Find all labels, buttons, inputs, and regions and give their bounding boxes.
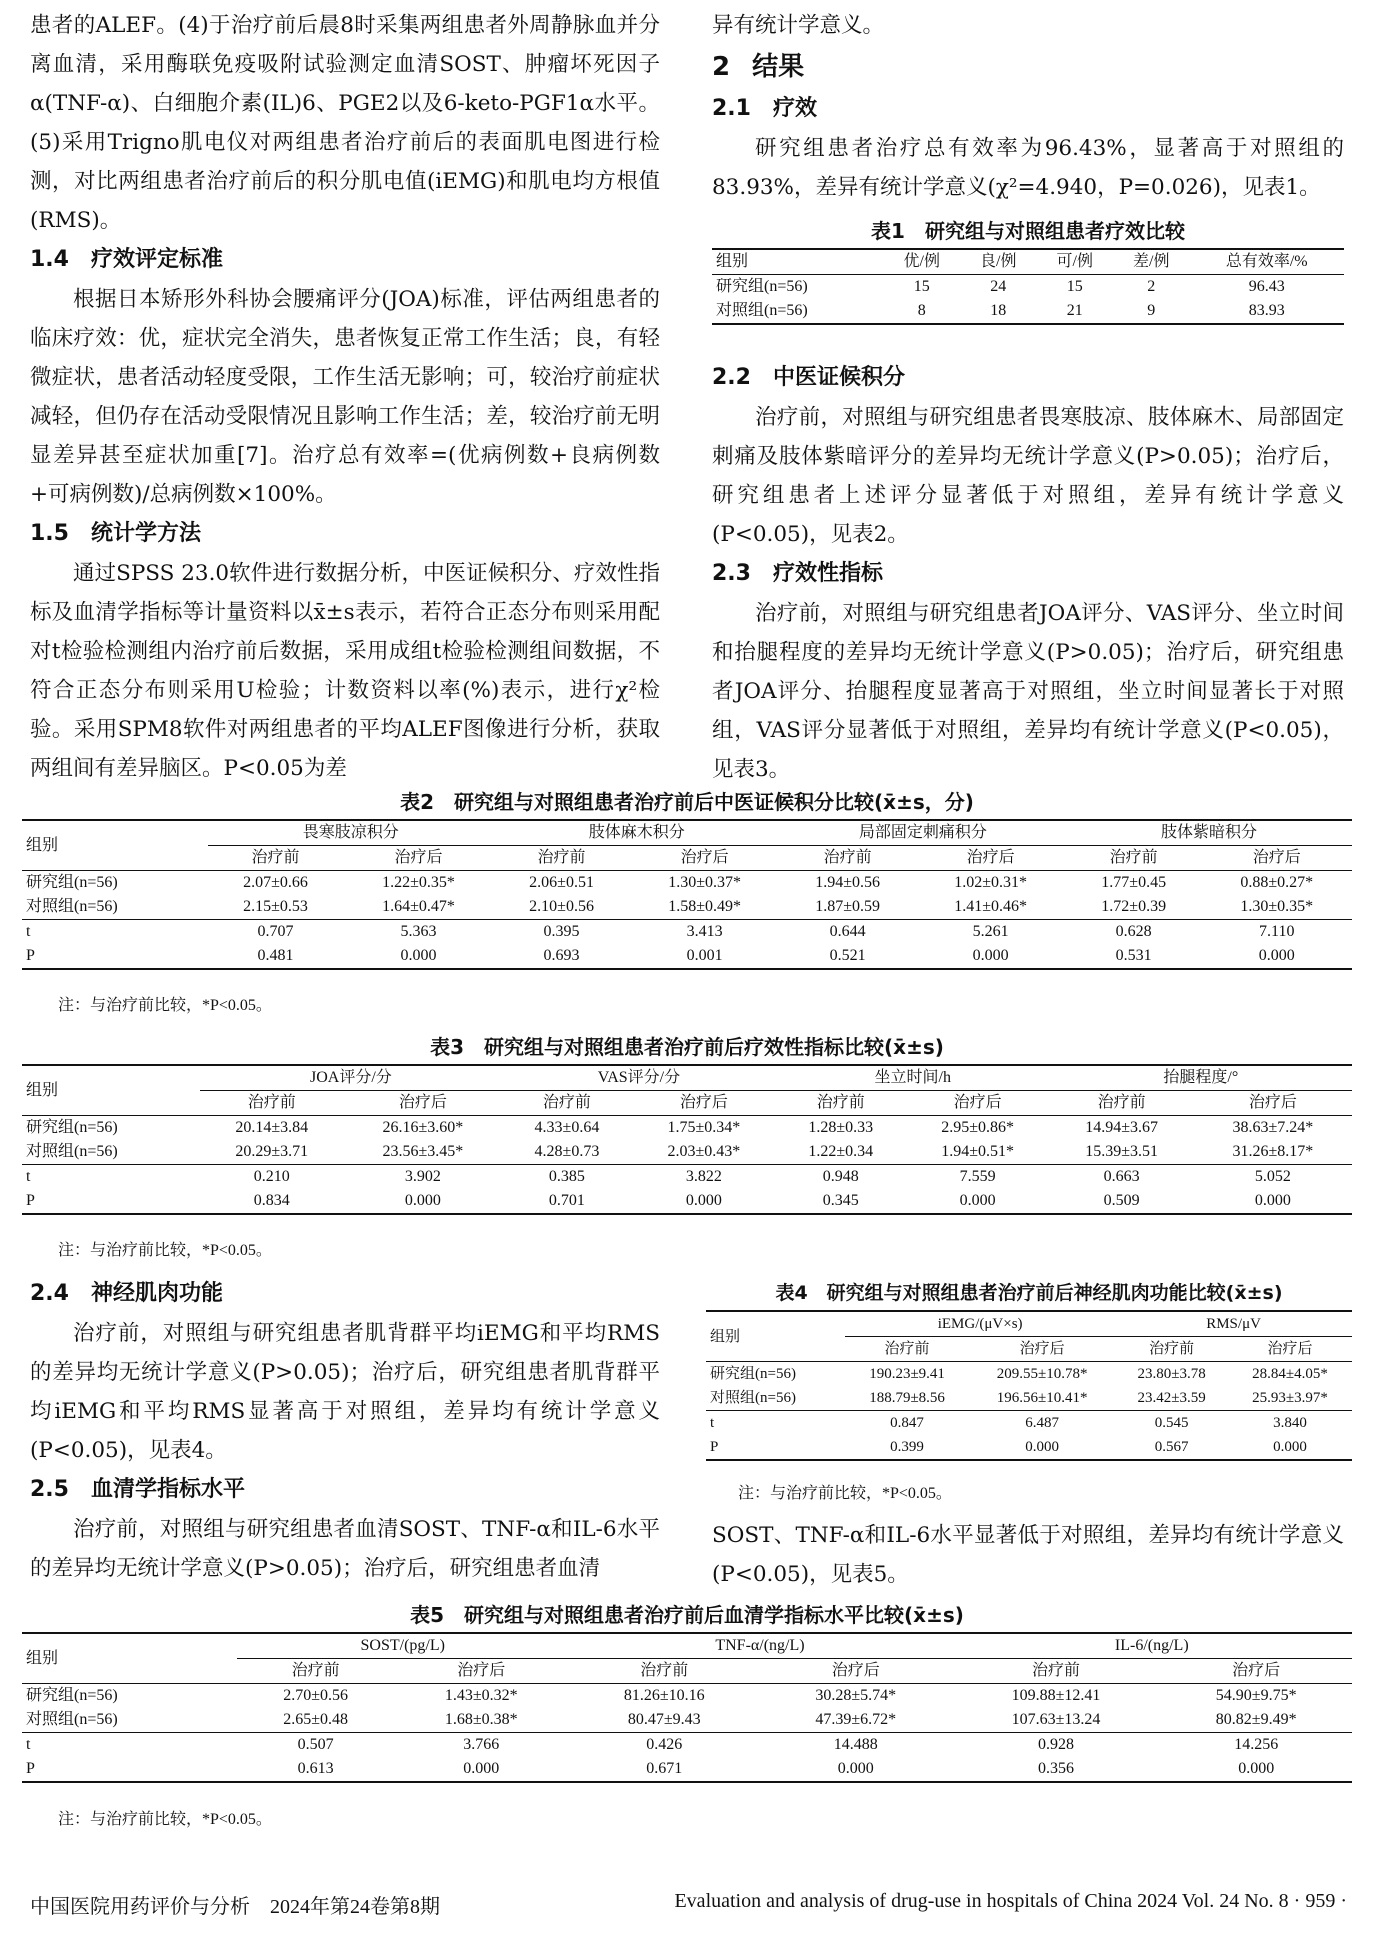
table-row: 研究组(n=56) 15 24 15 2 96.43 [716,278,1285,295]
paragraph: SOST、TNF-α和IL-6水平显著低于对照组，差异均有统计学意义(P<0.05)，见表5。 [712,1523,1344,1587]
table-note: 注：与治疗前比较，*P<0.05。 [58,997,272,1014]
table-row: 对照组(n=56) 2.65±0.48 1.68±0.38* 80.47±9.43 47.39±6.72* 107.63±13.24 80.82±9.49* [26,1711,1297,1728]
table-row: 对照组(n=56) 20.29±3.71 23.56±3.45* 4.28±0.73 2.03±0.43* 1.22±0.34 1.94±0.51* 15.39±3.51 31.26±8.17* [26,1143,1314,1160]
paragraph: 通过SPSS 23.0软件进行数据分析，中医证候积分、疗效性指标及血清学指标等计量资料以x̄±s表示，若符合正态分布则采用配对t检验检测组内治疗前后数据，采用成组t检验检测组间数据，不符合正态分布则采用U检验；计数资料以率(%)表示，进行χ²检验。采用SPM8软件对两组患者的平均ALEF图像进行分析，获取两组间有差异脑区。P<0.05为差 [30,561,660,781]
table-row: 研究组(n=56) 190.23±9.41 209.55±10.78* 23.80±3.78 28.84±4.05* [710,1366,1328,1382]
table-row: t 0.707 5.363 0.395 3.413 0.644 5.261 0.628 7.110 [22,920,1352,945]
table-2: 表2 研究组与对照组患者治疗前后中医证候积分比较(x̄±s，分) 组别 畏寒肢凉积分 肢体麻木积分 局部固定刺痛积分 肢体紫暗积分 治疗前 治疗后 治疗前 治疗后 治疗前 治疗后 治疗前 治疗后 研究组(n=56) 2.07±0.66 1.22±0.35* 2.06±0.51 1.30±0.37* 1.94±0.56 1.02±0.31* 1.77±0.45 0.88±0.27* 对照组(n=56) 2.15±0.53 1.64±0.47* 2.10±0.56 1.58±0.49* 1.87±0.59 1.41±0.46* 1.72±0.39 1.30±0.35* t 0.707 5.363 0.395 3.413 0.644 5.261 0.628 7.110 P 0.481 0.000 0.693 0.001 0.521 0.000 0.531 0.000 [22,785,1352,970]
table-caption: 表4 研究组与对照组患者治疗前后神经肌肉功能比较(x̄±s) [775,1282,1283,1304]
table-5: 表5 研究组与对照组患者治疗前后血清学指标水平比较(x̄±s) 组别 SOST/(pg/L) TNF-α/(ng/L) IL-6/(ng/L) 治疗前 治疗后 治疗前 治疗后 治疗前 治疗后 研究组(n=56) 2.70±0.56 1.43±0.32* 81.26±10.16 30.28±5.74* 109.88±12.41 54.90±9.75* 对照组(n=56) 2.65±0.48 1.68±0.38* 80.47±9.43 47.39±6.72* 107.63±13.24 80.82±9.49* t 0.507 3.766 0.426 14.488 0.928 14.256 P 0.613 0.000 0.671 0.000 0.356 0.000 [22,1598,1352,1783]
footer-journal-en: Evaluation and analysis of drug-use in hospitals of China 2024 Vol. 24 No. 8 · 959 · [674,1890,1347,1912]
table-row: P 0.481 0.000 0.693 0.001 0.521 0.000 0.531 0.000 [26,947,1295,964]
table-caption: 表3 研究组与对照组患者治疗前后疗效性指标比较(x̄±s) [430,1035,944,1059]
table-row: t 0.507 3.766 0.426 14.488 0.928 14.256 [22,1733,1352,1758]
left-column-top [30,6,660,788]
section-heading-2-5: 2.5 血清学指标水平 [30,1477,245,1502]
table-note: 注：与治疗前比较，*P<0.05。 [58,1811,272,1828]
section-heading-1-4: 1.4 疗效评定标准 [30,247,223,272]
section-heading-2: 2 结果 [712,52,805,82]
table-note: 注：与治疗前比较，*P<0.05。 [58,1242,272,1259]
table-1: 表1 研究组与对照组患者疗效比较 组别 优/例 良/例 可/例 差/例 总有效率/% 研究组(n=56) 15 24 15 2 96.43 对照组(n=56) 8 18 21 9 83.93 [712,214,1344,325]
table-3: 表3 研究组与对照组患者治疗前后疗效性指标比较(x̄±s) 组别 JOA评分/分 VAS评分/分 坐立时间/h 抬腿程度/° 治疗前 治疗后 治疗前 治疗后 治疗前 治疗后 治疗前 治疗后 研究组(n=56) 20.14±3.84 26.16±3.60* 4.33±0.64 1.75±0.34* 1.28±0.33 2.95±0.86* 14.94±3.67 38.63±7.24* 对照组(n=56) 20.29±3.71 23.56±3.45* 4.28±0.73 2.03±0.43* 1.22±0.34 1.94±0.51* 15.39±3.51 31.26±8.17* t 0.210 3.902 0.385 3.822 0.948 7.559 0.663 5.052 P 0.834 0.000 0.701 0.000 0.345 0.000 0.509 0.000 [22,1030,1352,1215]
table-row: P 0.399 0.000 0.567 0.000 [710,1439,1307,1455]
table-row: P 0.834 0.000 0.701 0.000 0.345 0.000 0.509 0.000 [26,1192,1291,1209]
section-heading-2-1: 2.1 疗效 [712,96,817,121]
footer-journal-cn: 中国医院用药评价与分析 2024年第24卷第8期 [30,1896,440,1918]
table-note: 注：与治疗前比较，*P<0.05。 [738,1485,952,1502]
table-row: 研究组(n=56) 2.70±0.56 1.43±0.32* 81.26±10.16 30.28±5.74* 109.88±12.41 54.90±9.75* [26,1687,1297,1704]
table-row: P 0.613 0.000 0.671 0.000 0.356 0.000 [26,1760,1275,1777]
section-heading-2-2: 2.2 中医证候积分 [712,365,905,390]
left-column-mid [30,1274,660,1588]
paragraph: 患者的ALEF。(4)于治疗前后晨8时采集两组患者外周静脉血并分离血清，采用酶联免疫吸附试验测定血清SOST、肿瘤坏死因子α(TNF-α)、白细胞介素(IL)6、PGE2以及6-keto-PGF1α水平。(5)采用Trigno肌电仪对两组患者治疗前后的表面肌电图进行检测，对比两组患者治疗前后的积分肌电值(iEMG)和肌电均方根值(RMS)。 [30,13,660,233]
table-row: 研究组(n=56) 2.07±0.66 1.22±0.35* 2.06±0.51 1.30±0.37* 1.94±0.56 1.02±0.31* 1.77±0.45 0.88±0.27* [26,874,1314,891]
table-caption: 表2 研究组与对照组患者治疗前后中医证候积分比较(x̄±s，分) [400,790,974,814]
table-caption: 表1 研究组与对照组患者疗效比较 [871,219,1185,243]
table-row: t 0.210 3.902 0.385 3.822 0.948 7.559 0.663 5.052 [22,1165,1352,1190]
table-caption: 表5 研究组与对照组患者治疗前后血清学指标水平比较(x̄±s) [410,1603,964,1627]
paragraph: 治疗前，对照组与研究组患者畏寒肢凉、肢体麻木、局部固定刺痛及肢体紫暗评分的差异均无统计学意义(P>0.05)；治疗后，研究组患者上述评分显著低于对照组，差异有统计学意义(P<0.05)，见表2。 [712,405,1344,547]
table-row: 对照组(n=56) 8 18 21 9 83.93 [716,302,1285,319]
paragraph: 治疗前，对照组与研究组患者血清SOST、TNF-α和IL-6水平的差异均无统计学意义(P>0.05)；治疗后，研究组患者血清 [30,1517,660,1581]
table-row: 对照组(n=56) 188.79±8.56 196.56±10.41* 23.42±3.59 25.93±3.97* [710,1390,1328,1406]
section-heading-2-3: 2.3 疗效性指标 [712,561,883,586]
right-column-continuation [712,1516,1344,1594]
table-row: t 0.847 6.487 0.545 3.840 [706,1411,1352,1436]
paragraph: 根据日本矫形外科协会腰痛评分(JOA)标准，评估两组患者的临床疗效：优，症状完全消失，患者恢复正常工作生活；良，有轻微症状，患者活动轻度受限，工作生活无影响；可，较治疗前症状减轻，但仍存在活动受限情况且影响工作生活；差，较治疗前无明显差异甚至症状加重[7]。治疗总有效率=(优病例数+良病例数+可病例数)/总病例数×100%。 [30,287,660,507]
table-row: 对照组(n=56) 2.15±0.53 1.64±0.47* 2.10±0.56 1.58±0.49* 1.87±0.59 1.41±0.46* 1.72±0.39 1.30±0.35* [26,898,1314,915]
table-4: 表4 研究组与对照组患者治疗前后神经肌肉功能比较(x̄±s) 组别 iEMG/(μV×s) RMS/μV 治疗前 治疗后 治疗前 治疗后 研究组(n=56) 190.23±9.41 209.55±10.78* 23.80±3.78 28.84±4.05* 对照组(n=56) 188.79±8.56 196.56±10.41* 23.42±3.59 25.93±3.97* t 0.847 6.487 0.545 3.840 P 0.399 0.000 0.567 0.000 [706,1276,1352,1461]
section-heading-2-4: 2.4 神经肌肉功能 [30,1281,223,1306]
right-column-top [712,6,1344,207]
paragraph: 治疗前，对照组与研究组患者JOA评分、VAS评分、坐立时间和抬腿程度的差异均无统计学意义(P>0.05)；治疗后，研究组患者JOA评分、抬腿程度显著高于对照组，坐立时间显著长于对照组，VAS评分显著低于对照组，差异均有统计学意义(P<0.05)，见表3。 [712,601,1344,782]
paragraph: 治疗前，对照组与研究组患者肌背群平均iEMG和平均RMS的差异均无统计学意义(P>0.05)；治疗后，研究组患者肌背群平均iEMG和平均RMS显著高于对照组，差异均有统计学意义(P<0.05)，见表4。 [30,1321,660,1463]
section-heading-1-5: 1.5 统计学方法 [30,521,201,546]
table-row: 研究组(n=56) 20.14±3.84 26.16±3.60* 4.33±0.64 1.75±0.34* 1.28±0.33 2.95±0.86* 14.94±3.67 38.63±7.24* [26,1119,1314,1136]
right-column-mid [712,358,1344,789]
paragraph: 异有统计学意义。 [712,13,885,38]
paragraph: 研究组患者治疗总有效率为96.43%，显著高于对照组的83.93%，差异有统计学意义(χ²=4.940，P=0.026)，见表1。 [712,136,1344,200]
